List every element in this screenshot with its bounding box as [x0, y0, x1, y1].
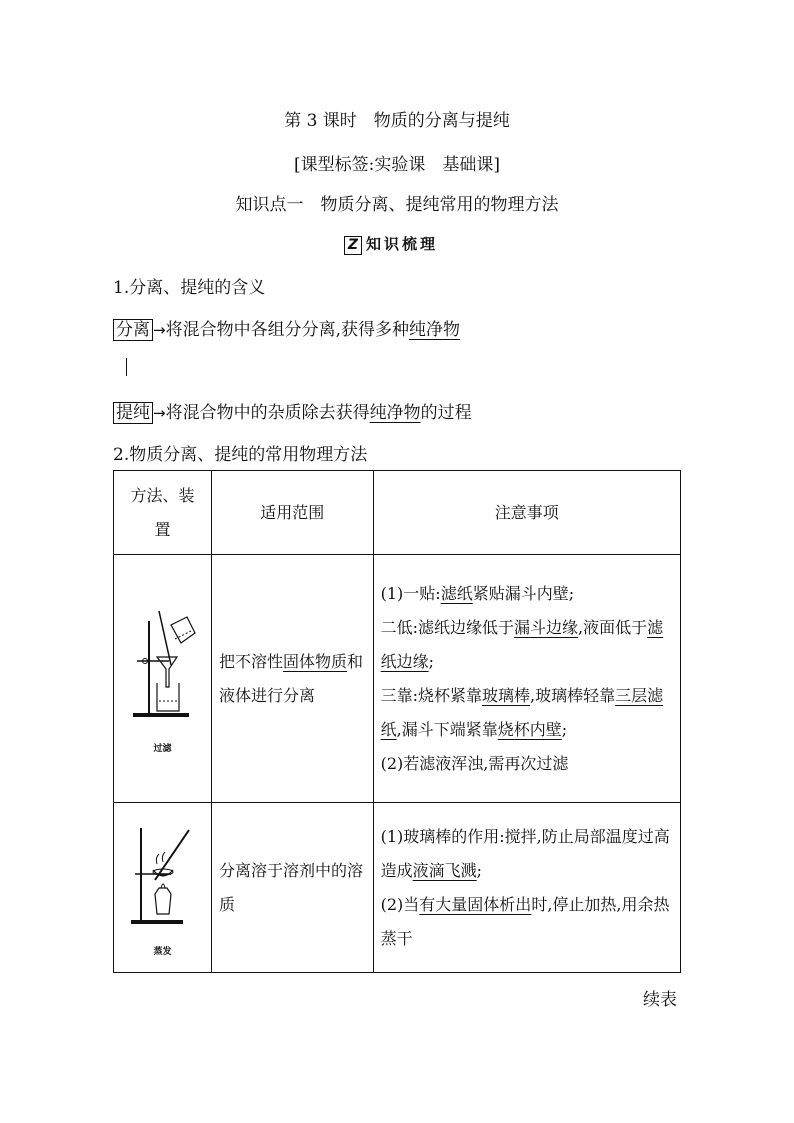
header-method: 方法、装 置	[114, 471, 212, 555]
purification-label: 提纯	[113, 402, 153, 424]
separation-label: 分离	[113, 319, 153, 341]
evaporation-apparatus-icon	[125, 818, 199, 936]
evaporation-caption: 蒸发	[153, 946, 172, 957]
evaporation-notes: (1)玻璃棒的作用:搅拌,防止局部温度过高造成液滴飞溅; (2)当有大量固体析出时,停止加热,用余热蒸干	[373, 803, 680, 973]
purification-line: 提纯 →将混合物中的杂质除去获得纯净物的过程	[113, 398, 472, 423]
separation-line: 分离 →将混合物中各组分分离,获得多种纯净物	[113, 315, 460, 340]
lesson-title: 第 3 课时 物质的分离与提纯	[284, 111, 510, 131]
badge-text: 知识梳理	[366, 235, 439, 253]
knowledge-badge	[344, 233, 452, 253]
badge-z-icon: Z	[344, 236, 362, 255]
part2-title: 2.物质分离、提纯的常用物理方法	[113, 445, 368, 465]
filtration-notes: (1)一贴:滤纸紧贴漏斗内壁; 二低:滤纸边缘低于漏斗边缘,液面低于滤纸边缘; 三靠:烧杯紧靠玻璃棒,玻璃棒轻靠三层滤纸,漏斗下端紧靠烧杯内壁; (2)若滤液浑浊,需再次过滤	[373, 555, 680, 803]
evaporation-figure	[114, 803, 212, 973]
filtration-figure	[114, 555, 212, 803]
header-scope: 适用范围	[211, 471, 373, 555]
part1-title: 1.分离、提纯的含义	[113, 278, 266, 298]
header-notes: 注意事项	[373, 471, 680, 555]
continued-label: 续表	[643, 990, 677, 1010]
connector-line	[126, 358, 127, 376]
section-title: 知识点一 物质分离、提纯常用的物理方法	[235, 195, 559, 215]
filtration-scope: 把不溶性固体物质和液体进行分离	[211, 555, 373, 803]
arrow-icon: →	[153, 321, 166, 339]
arrow-icon: →	[153, 404, 166, 422]
evaporation-scope: 分离溶于溶剂中的溶质	[211, 803, 373, 973]
filtration-caption: 过滤	[153, 743, 172, 754]
methods-table	[113, 470, 681, 973]
lesson-tag: [课型标签:实验课 基础课]	[294, 155, 500, 175]
filtration-apparatus-icon	[125, 603, 199, 733]
